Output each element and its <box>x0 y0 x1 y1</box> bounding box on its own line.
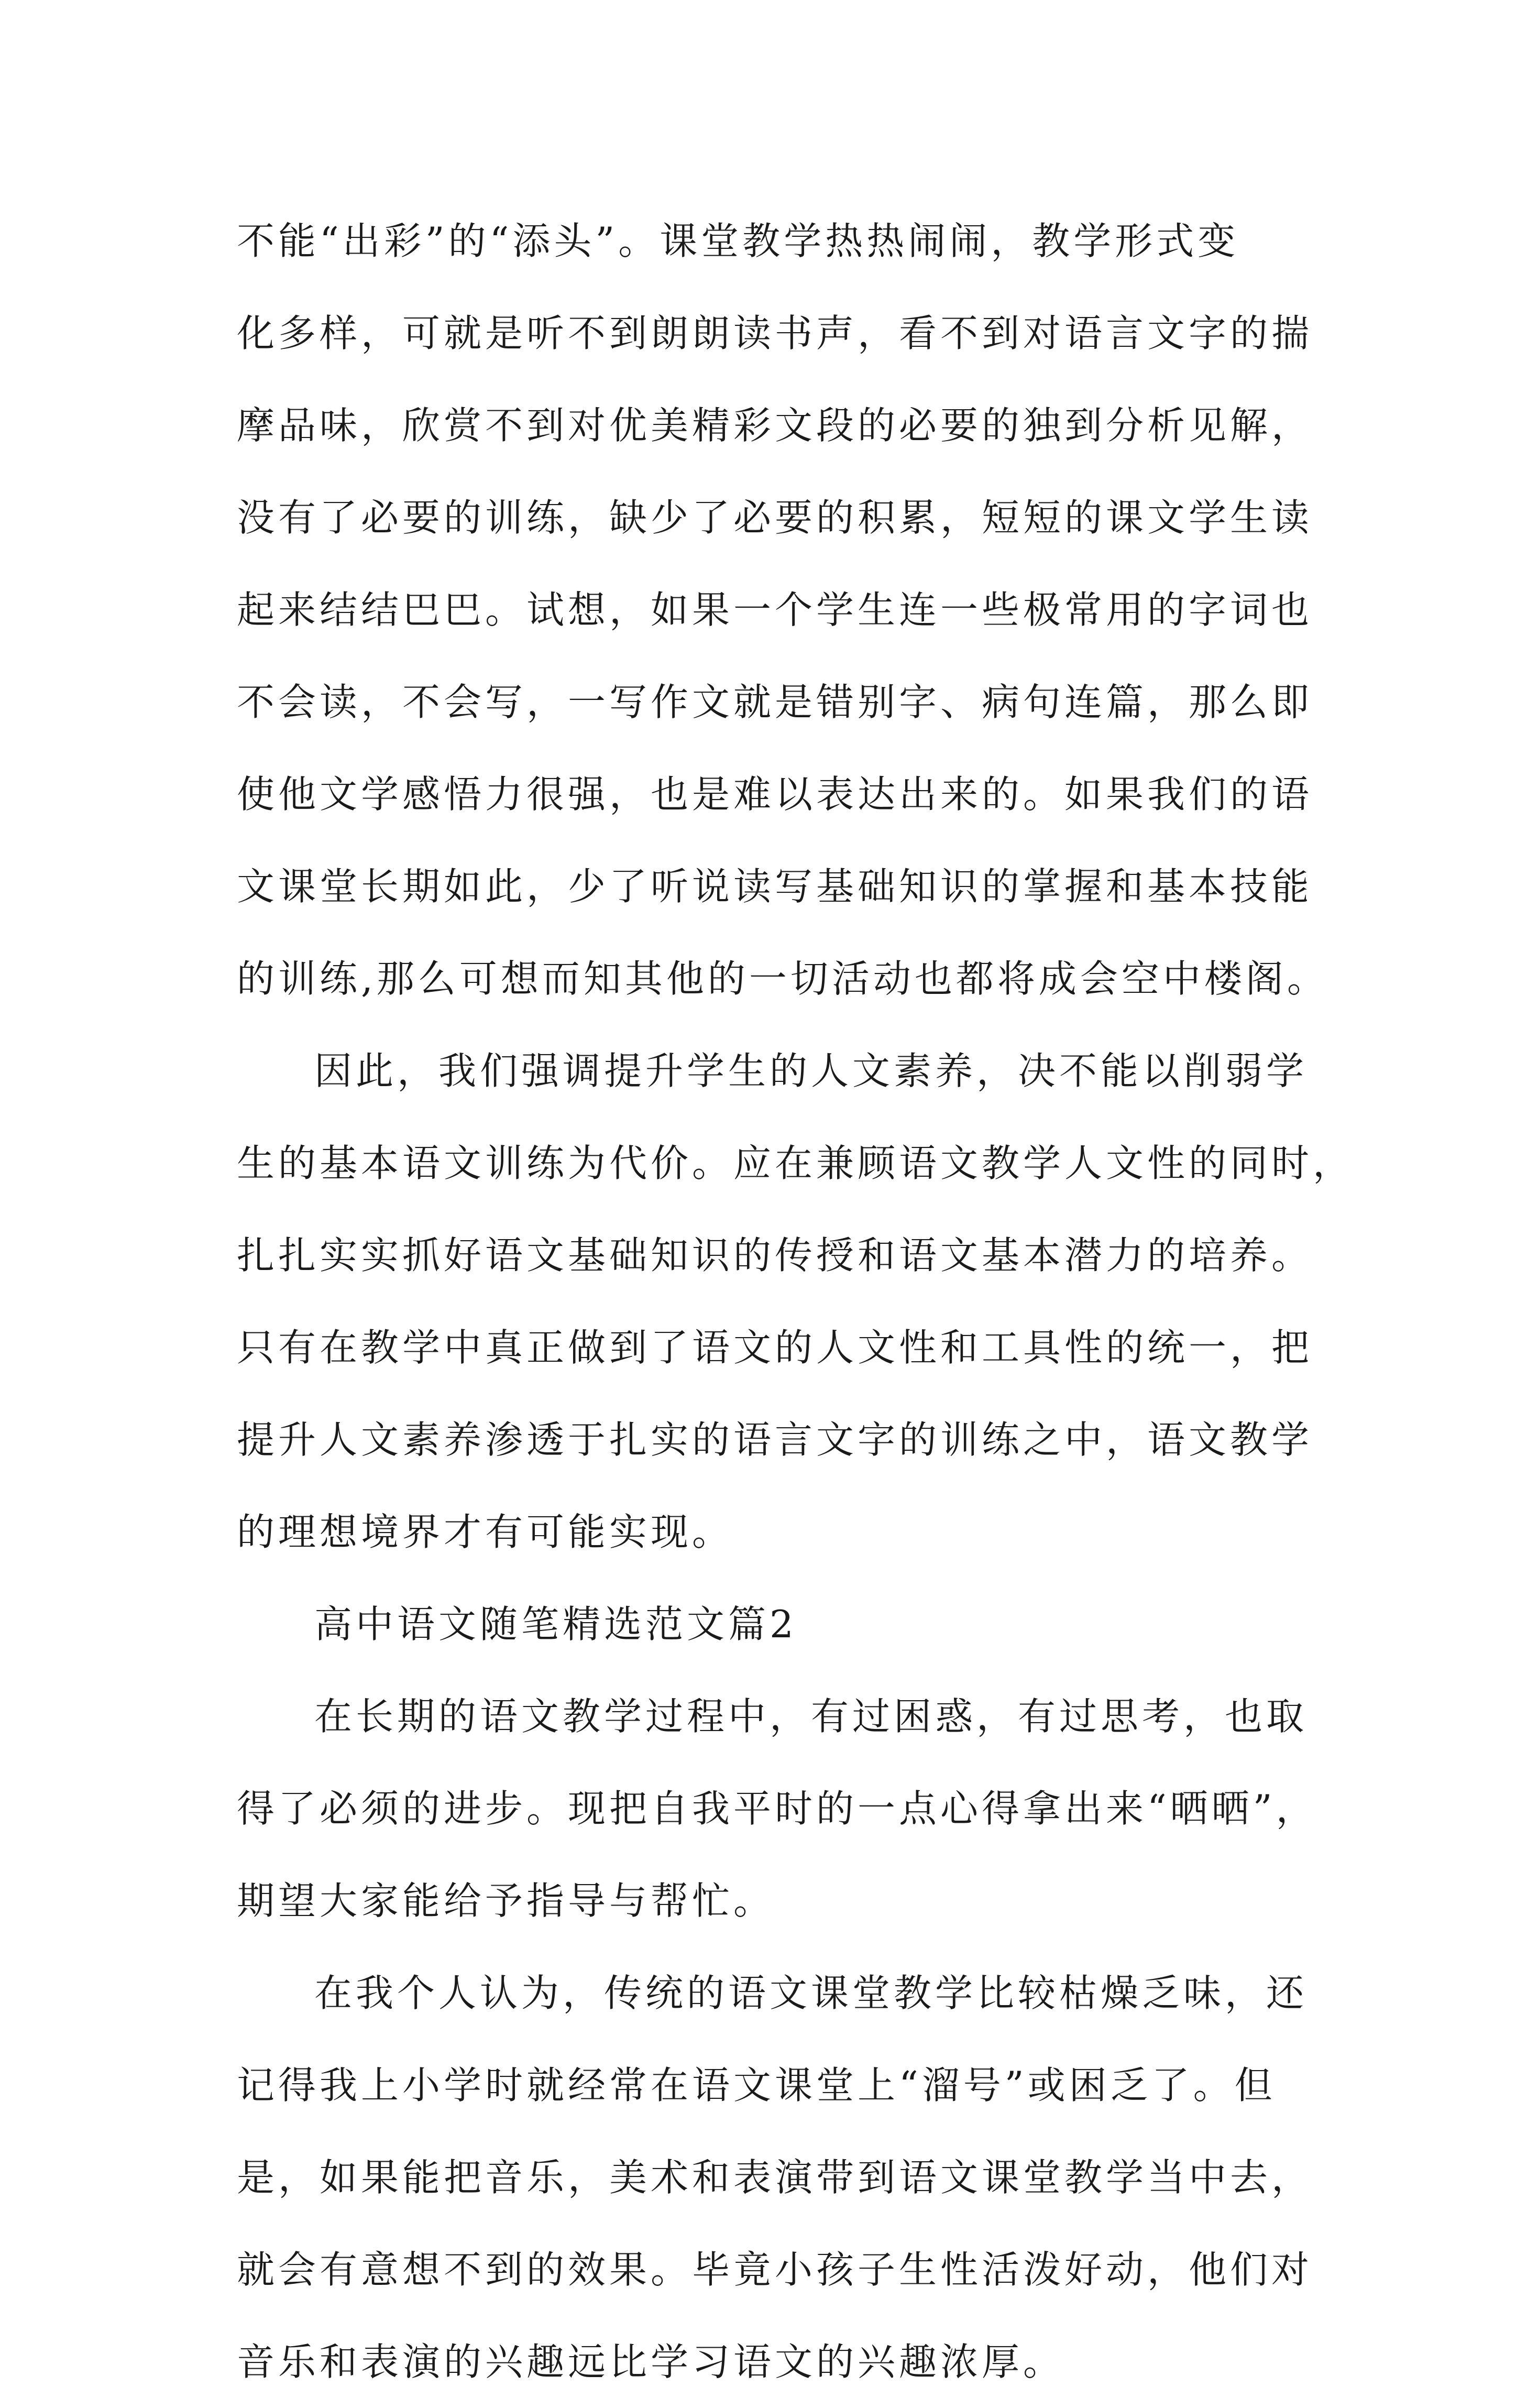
text-line: 文课堂长期如此，少了听说读写基础知识的掌握和基本技能 <box>237 864 1313 909</box>
paragraph-first-line: 因此，我们强调提升学生的人文素养，决不能以削弱学 <box>314 1049 1308 1093</box>
text-line: 音乐和表演的兴趣远比学习语文的兴趣浓厚。 <box>237 2340 1065 2384</box>
text-line: 只有在教学中真正做到了语文的人文性和工具性的统一，把 <box>237 1326 1313 1370</box>
paragraph-first-line: 在长期的语文教学过程中，有过困惑，有过思考，也取 <box>314 1694 1308 1738</box>
section-heading: 高中语文随笔精选范文篇2 <box>314 1602 797 1646</box>
text-line: 没有了必要的训练，缺少了必要的积累，短短的课文学生读 <box>237 496 1313 540</box>
text-line: 生的基本语文训练为代价。应在兼顾语文教学人文性的同时， <box>237 1141 1355 1185</box>
text-line: 期望大家能给予指导与帮忙。 <box>237 1879 775 1923</box>
text-line: 摩品味，欣赏不到对优美精彩文段的必要的独到分析见解， <box>237 403 1313 447</box>
text-line: 使他文学感悟力很强，也是难以表达出来的。如果我们的语 <box>237 772 1313 816</box>
text-line: 不能“出彩”的“添头”。课堂教学热热闹闹，教学形式变 <box>237 219 1239 263</box>
paragraph-first-line: 在我个人认为，传统的语文课堂教学比较枯燥乏味，还 <box>314 1971 1308 2015</box>
body-text <box>237 195 1355 2408</box>
text-line: 得了必须的进步。现把自我平时的一点心得拿出来“晒晒”， <box>237 1787 1317 1831</box>
text-line: 提升人文素养渗透于扎实的语言文字的训练之中，语文教学 <box>237 1418 1313 1462</box>
text-line: 起来结结巴巴。试想，如果一个学生连一些极常用的字词也 <box>237 588 1313 632</box>
text-line: 扎扎实实抓好语文基础知识的传授和语文基本潜力的培养。 <box>237 1233 1313 1277</box>
text-line: 的理想境界才有可能实现。 <box>237 1510 734 1554</box>
text-line: 是，如果能把音乐，美术和表演带到语文课堂教学当中去， <box>237 2155 1313 2199</box>
text-line: 的训练,那么可想而知其他的一切活动也都将成会空中楼阁。 <box>237 957 1328 1001</box>
text-line: 不会读，不会写，一写作文就是错别字、病句连篇，那么即 <box>237 680 1313 724</box>
text-line: 化多样，可就是听不到朗朗读书声，看不到对语言文字的揣 <box>237 311 1313 355</box>
text-line: 就会有意想不到的效果。毕竟小孩子生性活泼好动，他们对 <box>237 2248 1313 2292</box>
text-line: 记得我上小学时就经常在语文课堂上“溜号”或困乏了。但 <box>237 2063 1276 2107</box>
